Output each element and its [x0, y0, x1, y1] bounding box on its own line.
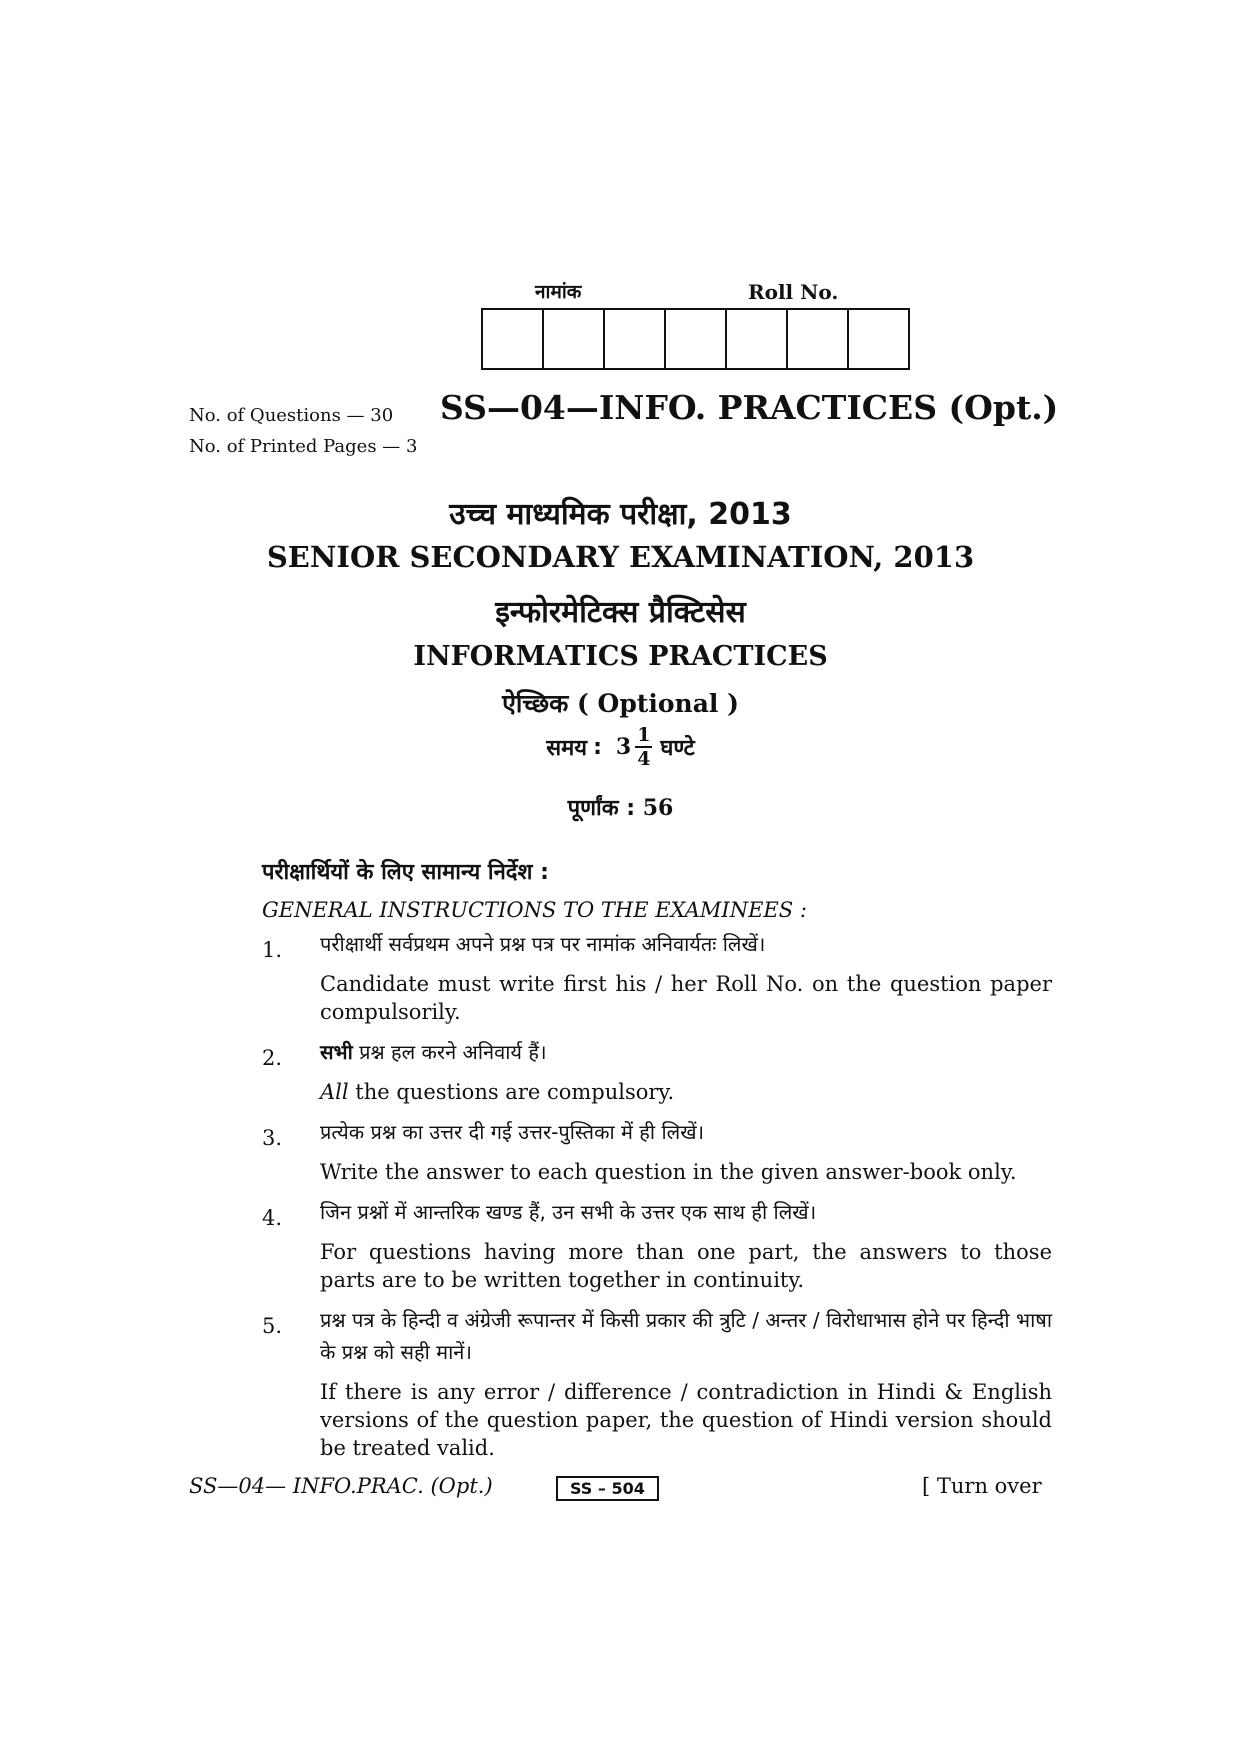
time-separator: :: [593, 734, 602, 760]
instruction-english: For questions having more than one part, the answers to those parts are to be written together in continuity.: [320, 1240, 1052, 1292]
instruction-hindi: [320, 1036, 1052, 1068]
instruction-item: [262, 1036, 1052, 1106]
fraction-denominator: 4: [637, 748, 651, 770]
roll-label-english: Roll No.: [748, 280, 839, 304]
subject-title-english: INFORMATICS PRACTICES: [413, 641, 828, 672]
time-fraction: [635, 724, 652, 770]
footer-exam-code-box: SS – 504: [556, 1476, 659, 1501]
instruction-hindi: परीक्षार्थी सर्वप्रथम अपने प्रश्न पत्र पर नामांक अनिवार्यतः लिखें।: [320, 932, 766, 956]
roll-box: [483, 310, 544, 368]
instruction-item: [262, 1196, 1052, 1294]
roll-number-boxes: [481, 308, 910, 370]
instruction-number: 3.: [262, 1126, 283, 1150]
maximum-marks: [0, 792, 1241, 822]
paper-code: SS—04—INFO. PRACTICES (Opt.): [440, 388, 1059, 427]
instruction-item: [262, 1304, 1052, 1462]
roll-box: [727, 310, 788, 368]
instruction-item: [262, 928, 1052, 1026]
time-unit: घण्टे: [660, 736, 695, 761]
time-label: समय: [546, 736, 588, 761]
instruction-hindi: प्रश्न पत्र के हिन्दी व अंग्रेजी रूपान्तर में किसी प्रकार की त्रुटि / अन्तर / विरोधाभास होने पर हिन्दी भाषा के प्रश्न को सही मानें।: [320, 1308, 1052, 1364]
time-whole-hours: 3: [615, 734, 632, 760]
instruction-hindi-text: प्रश्न हल करने अनिवार्य हैं।: [352, 1040, 547, 1064]
instruction-number: 1.: [262, 938, 283, 962]
instruction-number: 2.: [262, 1046, 283, 1070]
instruction-hindi: प्रत्येक प्रश्न का उत्तर दी गई उत्तर-पुस्तिका में ही लिखें।: [320, 1120, 705, 1144]
time-allowed: [0, 724, 1241, 770]
instruction-english: Candidate must write first his / her Roll No. on the question paper compulsorily.: [320, 972, 1052, 1024]
instructions-list: [262, 928, 1052, 1472]
roll-box: [544, 310, 605, 368]
instruction-hindi: जिन प्रश्नों में आन्तरिक खण्ड हैं, उन सभी के उत्तर एक साथ ही लिखें।: [320, 1200, 817, 1224]
roll-box: [788, 310, 849, 368]
footer-paper-code: SS—04— INFO.PRAC. (Opt.): [189, 1474, 493, 1498]
exam-title-hindi: उच्च माध्यमिक परीक्षा, 2013: [449, 497, 792, 532]
instruction-english: Write the answer to each question in the given answer-book only.: [320, 1160, 1017, 1184]
instructions-heading-hindi: परीक्षार्थियों के लिए सामान्य निर्देश :: [262, 860, 549, 885]
optional-label: ऐच्छिक ( Optional ): [502, 689, 739, 718]
roll-label-hindi: नामांक: [535, 281, 582, 303]
marks-label: पूर्णांक :: [567, 796, 636, 821]
fraction-numerator: 1: [637, 724, 651, 746]
marks-value: 56: [642, 795, 674, 821]
turn-over-note: [ Turn over: [922, 1474, 1042, 1498]
instruction-english: [320, 1078, 1052, 1106]
instruction-english-text: the questions are compulsory.: [348, 1080, 675, 1104]
emphasis-hindi: सभी: [320, 1040, 353, 1064]
emphasis-english: All: [320, 1080, 349, 1104]
roll-box: [666, 310, 727, 368]
instruction-item: [262, 1116, 1052, 1186]
number-of-pages: No. of Printed Pages — 3: [189, 436, 418, 457]
instruction-english: If there is any error / difference / contradiction in Hindi & English versions of the question paper, the question of Hindi version should be treated valid.: [320, 1380, 1052, 1460]
subject-title-hindi: इन्फोरमेटिक्स प्रैक्टिसेस: [495, 595, 746, 630]
roll-box: [605, 310, 666, 368]
number-of-questions: No. of Questions — 30: [189, 405, 394, 426]
instructions-heading-english: GENERAL INSTRUCTIONS TO THE EXAMINEES :: [262, 898, 807, 922]
instruction-number: 4.: [262, 1206, 283, 1230]
exam-title-english: SENIOR SECONDARY EXAMINATION, 2013: [266, 540, 975, 574]
roll-box: [849, 310, 908, 368]
instruction-number: 5.: [262, 1314, 283, 1338]
